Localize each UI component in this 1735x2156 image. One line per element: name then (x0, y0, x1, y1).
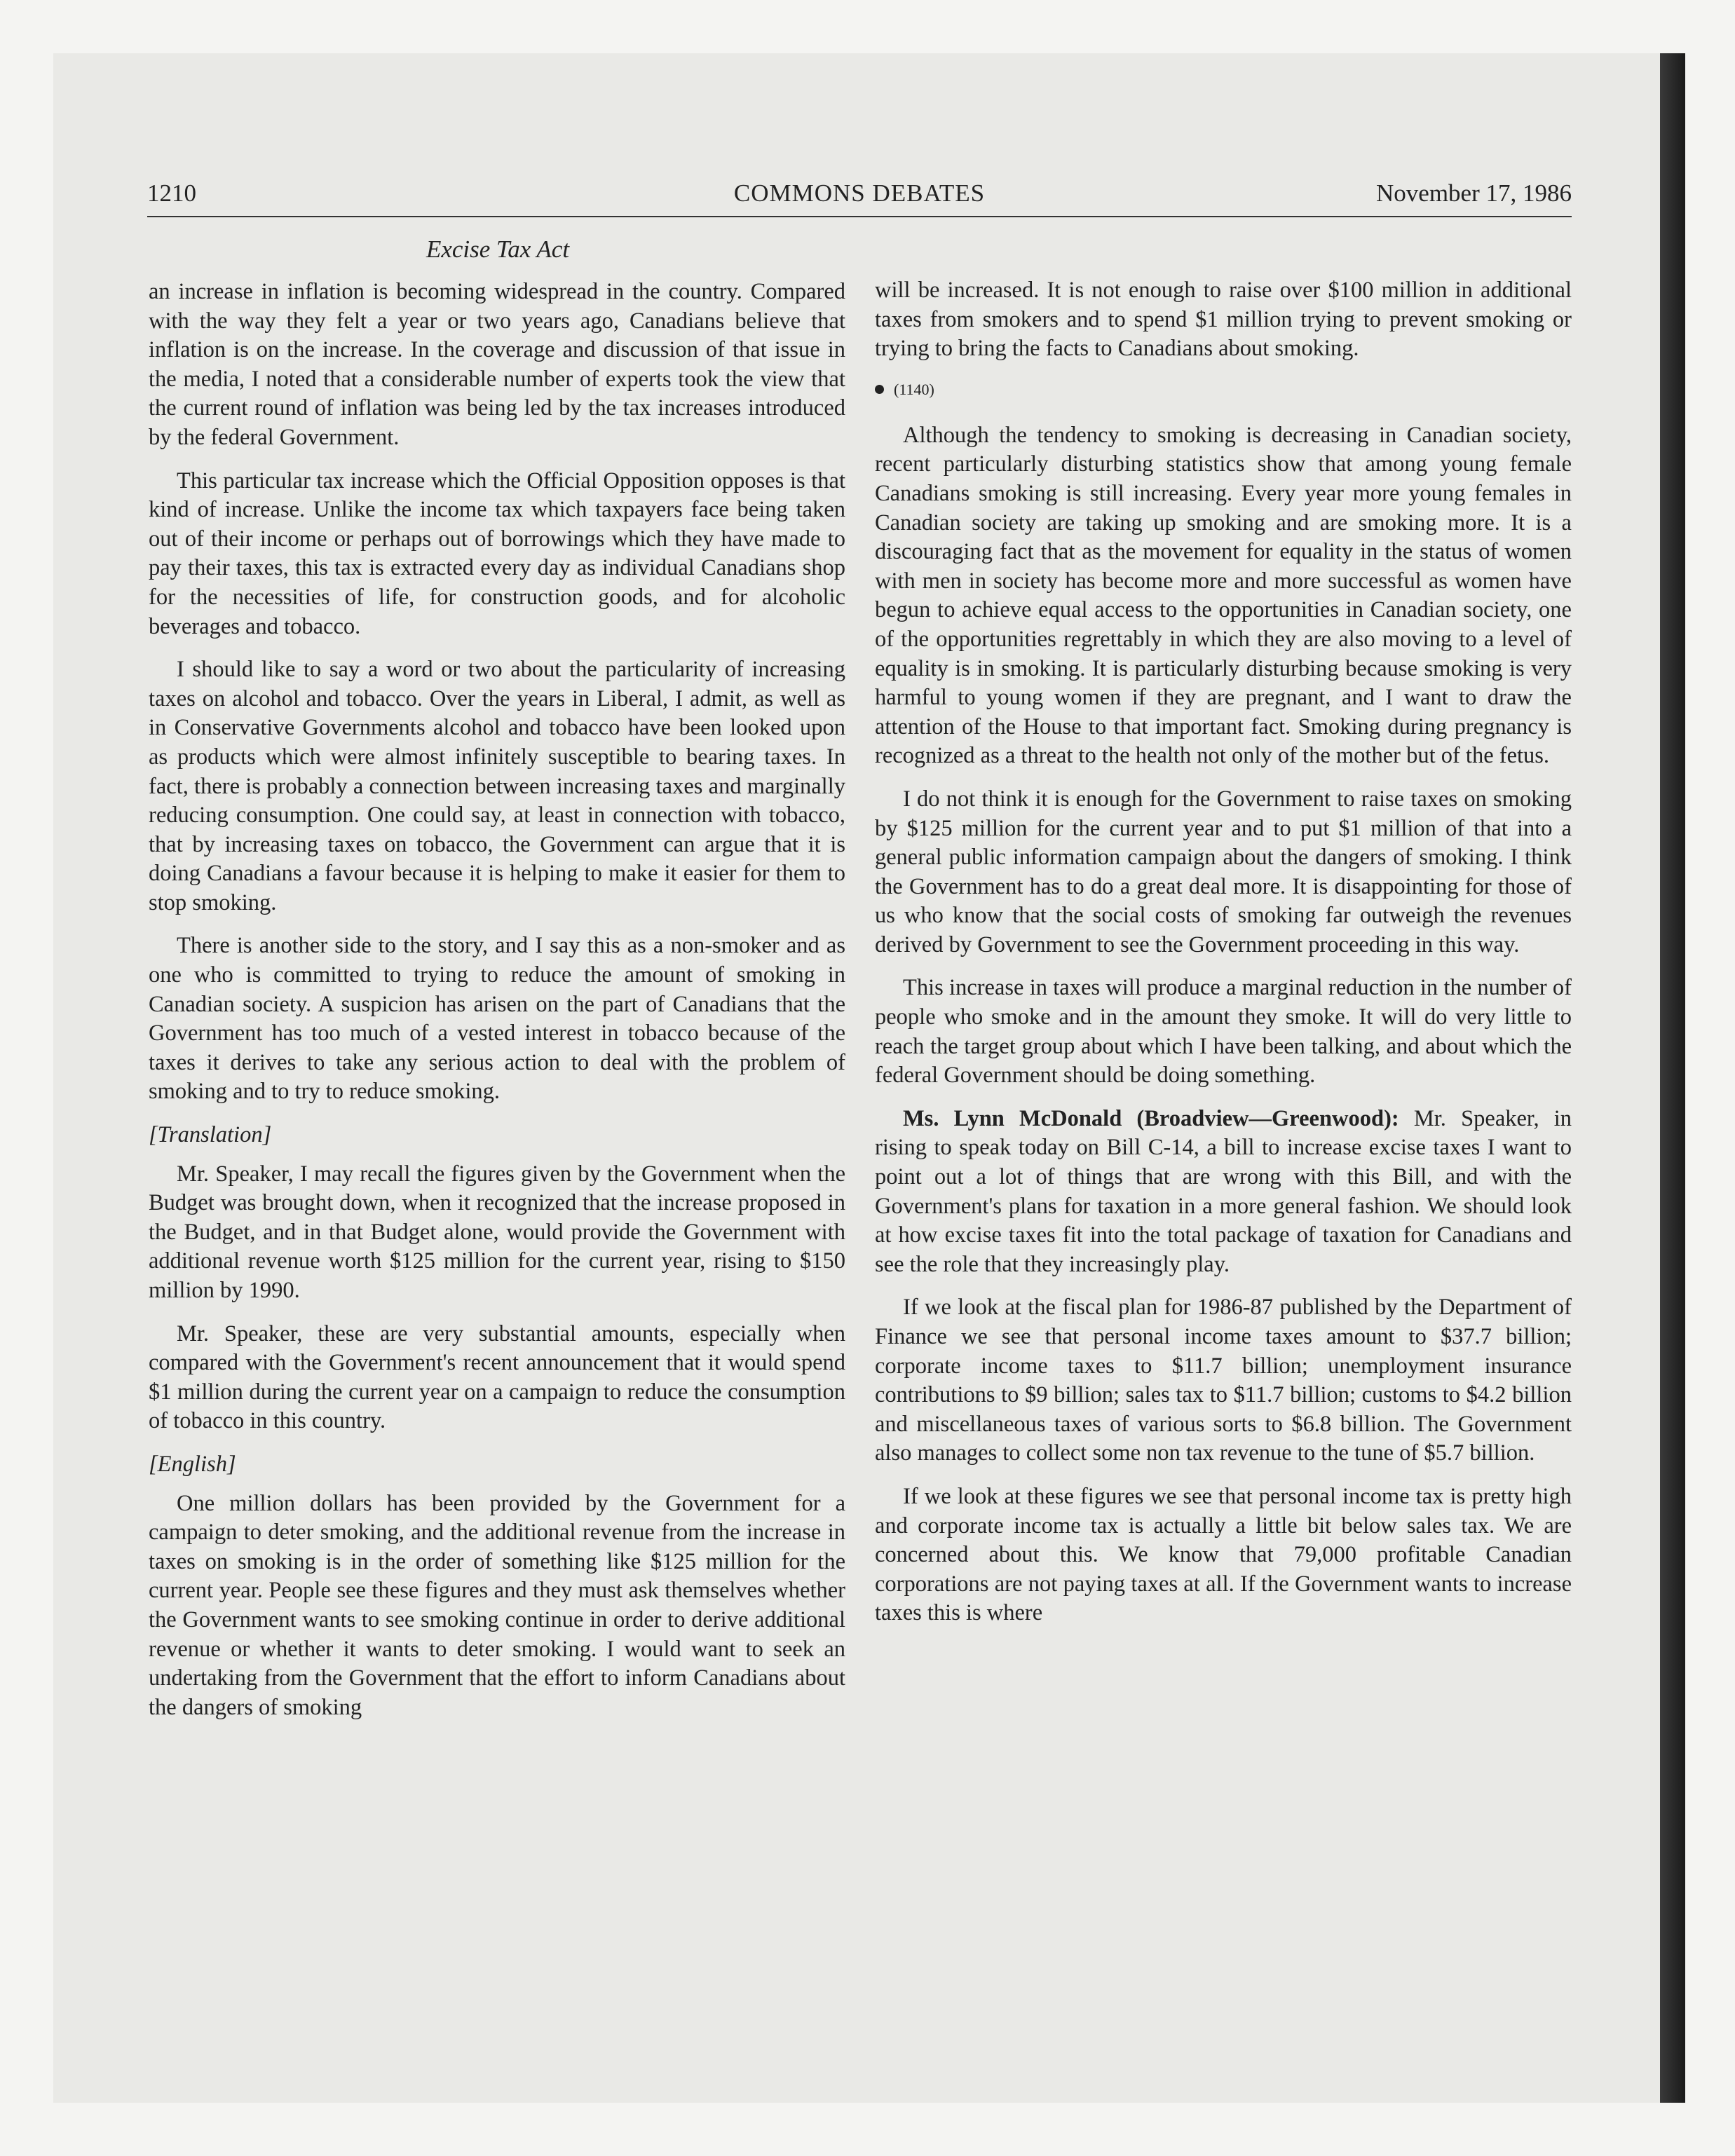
paragraph: If we look at the fiscal plan for 1986-87 published by the Department of Finance we see that personal income taxes amount to $37.7 billion; corporate income taxes to $11.7 billion; unemployment insurance contributions to $9 billion; sales tax to $11.7 billion; customs to $4.2 billion and miscellaneous taxes of various sorts to $6.8 billion. The Government also manages to collect some non tax revenue to the tune of $5.7 billion. (875, 1295, 1572, 1466)
paragraph: This particular tax increase which the Official Opposition opposes is that kind of increase. Unlike the income tax which taxpayers face being taken out of their income or perhaps out of borrowings which they have made to pay their taxes, this tax is extracted every day as individual Canadians shop for the necessities of life, for construction goods, and for alcoholic beverages and tobacco. (149, 468, 845, 639)
speech-text: Mr. Speaker, in rising to speak today on Bill C-14, a bill to increase excise taxes I want to point out a lot of things that are wrong with this Bill, and with the Government's plans for taxation in a more general fashion. We should look at how excise taxes fit into the total package of taxation for Canadians and see the role that they increasingly play. (875, 1105, 1572, 1277)
speaker-name: Ms. Lynn McDonald (Broadview—Greenwood): (903, 1105, 1399, 1131)
paragraph: I do not think it is enough for the Government to raise taxes on smoking by $125 million for the current year and to put $1 million of that into a general public information campaign about the dangers of smoking. I think the Government has to do a great deal more. It is disappointing for those of us who know that the social costs of smoking far outweigh the revenues derived by Government to see the Government proceeding in this way. (875, 786, 1572, 957)
time-marker (875, 382, 1572, 397)
page-header (147, 179, 1572, 217)
paragraph: This increase in taxes will produce a marginal reduction in the number of people who smoke and in the amount they smoke. It will do very little to reach the target group about which I have been talking, and about which the federal Government should be doing something. (875, 975, 1572, 1089)
language-tag-english: [English] (149, 1451, 236, 1477)
paragraph: Although the tendency to smoking is decreasing in Canadian society, recent particularly disturbing statistics show that among young female Canadians smoking is still increasing. Every year more young females in Canadian society are taking up smoking and are smoking more. It is a discouraging fact that as the movement for equality in the status of women with men in society has become more and more successful as women have begun to achieve equal access to the opportunities in Canadian society, one of the opportunities regrettably in which they are also moving to a level of equality is in smoking. It is particularly disturbing because smoking is very harmful to young women if they are pregnant, and I want to draw the attention of the House to that important fact. Smoking during pregnancy is recognized as a threat to the health not only of the mother but of the fetus. (875, 422, 1572, 769)
publication-title: COMMONS DEBATES (733, 179, 986, 207)
paragraph: If we look at these figures we see that personal income tax is pretty high and corporate income tax is actually a little bit below sales tax. We are concerned about this. We know that 79,000 profitable Canadian corporations are not paying taxes at all. If the Government wants to increase taxes this is where (875, 1483, 1572, 1626)
paragraph: One million dollars has been provided by the Government for a campaign to deter smoking, and the additional revenue from the increase in taxes on smoking is in the order of something like $125 million for the current year. People see these figures and they must ask themselves whether the Government wants to see smoking continue in order to derive additional revenue or whether it wants to deter smoking. I would want to seek an undertaking from the Government that the effort to inform Canadians about the dangers of smoking (149, 1490, 845, 1720)
page-number: 1210 (147, 179, 196, 207)
paragraph-speaker (875, 1105, 1572, 1280)
paragraph: Mr. Speaker, I may recall the figures given by the Government when the Budget was brought down, when it recognized that the increase proposed in the Budget, and in that Budget alone, would provide the Government with additional revenue worth $125 million for the current year, rising to $150 million by 1990. (149, 1161, 845, 1303)
bullet-icon (875, 385, 884, 394)
language-tag-translation: [Translation] (149, 1122, 272, 1148)
running-title: Excise Tax Act (426, 236, 570, 263)
right-column (875, 276, 1572, 1642)
publication-date: November 17, 1986 (1376, 179, 1572, 207)
paragraph: I should like to say a word or two about the particularity of increasing taxes on alcohol and tobacco. Over the years in Liberal, I admit, as well as in Conservative Governments alcohol and tobacco have been looked upon as products which were almost infinitely susceptible to bearing taxes. In fact, there is probably a connection between increasing taxes and marginally reducing consumption. One could say, at least in connection with tobacco, that by increasing taxes on tobacco, the Government can argue that it is doing Canadians a favour because it is helping to make it easier for them to stop smoking. (149, 657, 845, 915)
page-edge-shadow (1660, 53, 1685, 2103)
paragraph: will be increased. It is not enough to raise over $100 million in additional taxes from smokers and to spend $1 million trying to prevent smoking or trying to bring the facts to Canadians about smoking. (875, 278, 1572, 362)
paragraph: Mr. Speaker, these are very substantial amounts, especially when compared with the Government's recent announcement that it would spend $1 million during the current year on a campaign to reduce the consumption of tobacco in this country. (149, 1321, 845, 1434)
paragraph: an increase in inflation is becoming widespread in the country. Compared with the way they felt a year or two years ago, Canadians believe that inflation is on the increase. In the coverage and discussion of that issue in the media, I noted that a considerable number of experts took the view that the current round of inflation was being led by the tax increases introduced by the federal Government. (149, 279, 845, 450)
time-marker-label: (1140) (894, 380, 934, 398)
paragraph: There is another side to the story, and I say this as a non-smoker and as one who is committed to trying to reduce the amount of smoking in Canadian society. A suspicion has arisen on the part of Canadians that the Government has too much of a vested interest in tobacco because of the taxes it derives to take any serious action to deal with the problem of smoking and to try to reduce smoking. (149, 933, 845, 1105)
left-column (149, 278, 845, 1736)
